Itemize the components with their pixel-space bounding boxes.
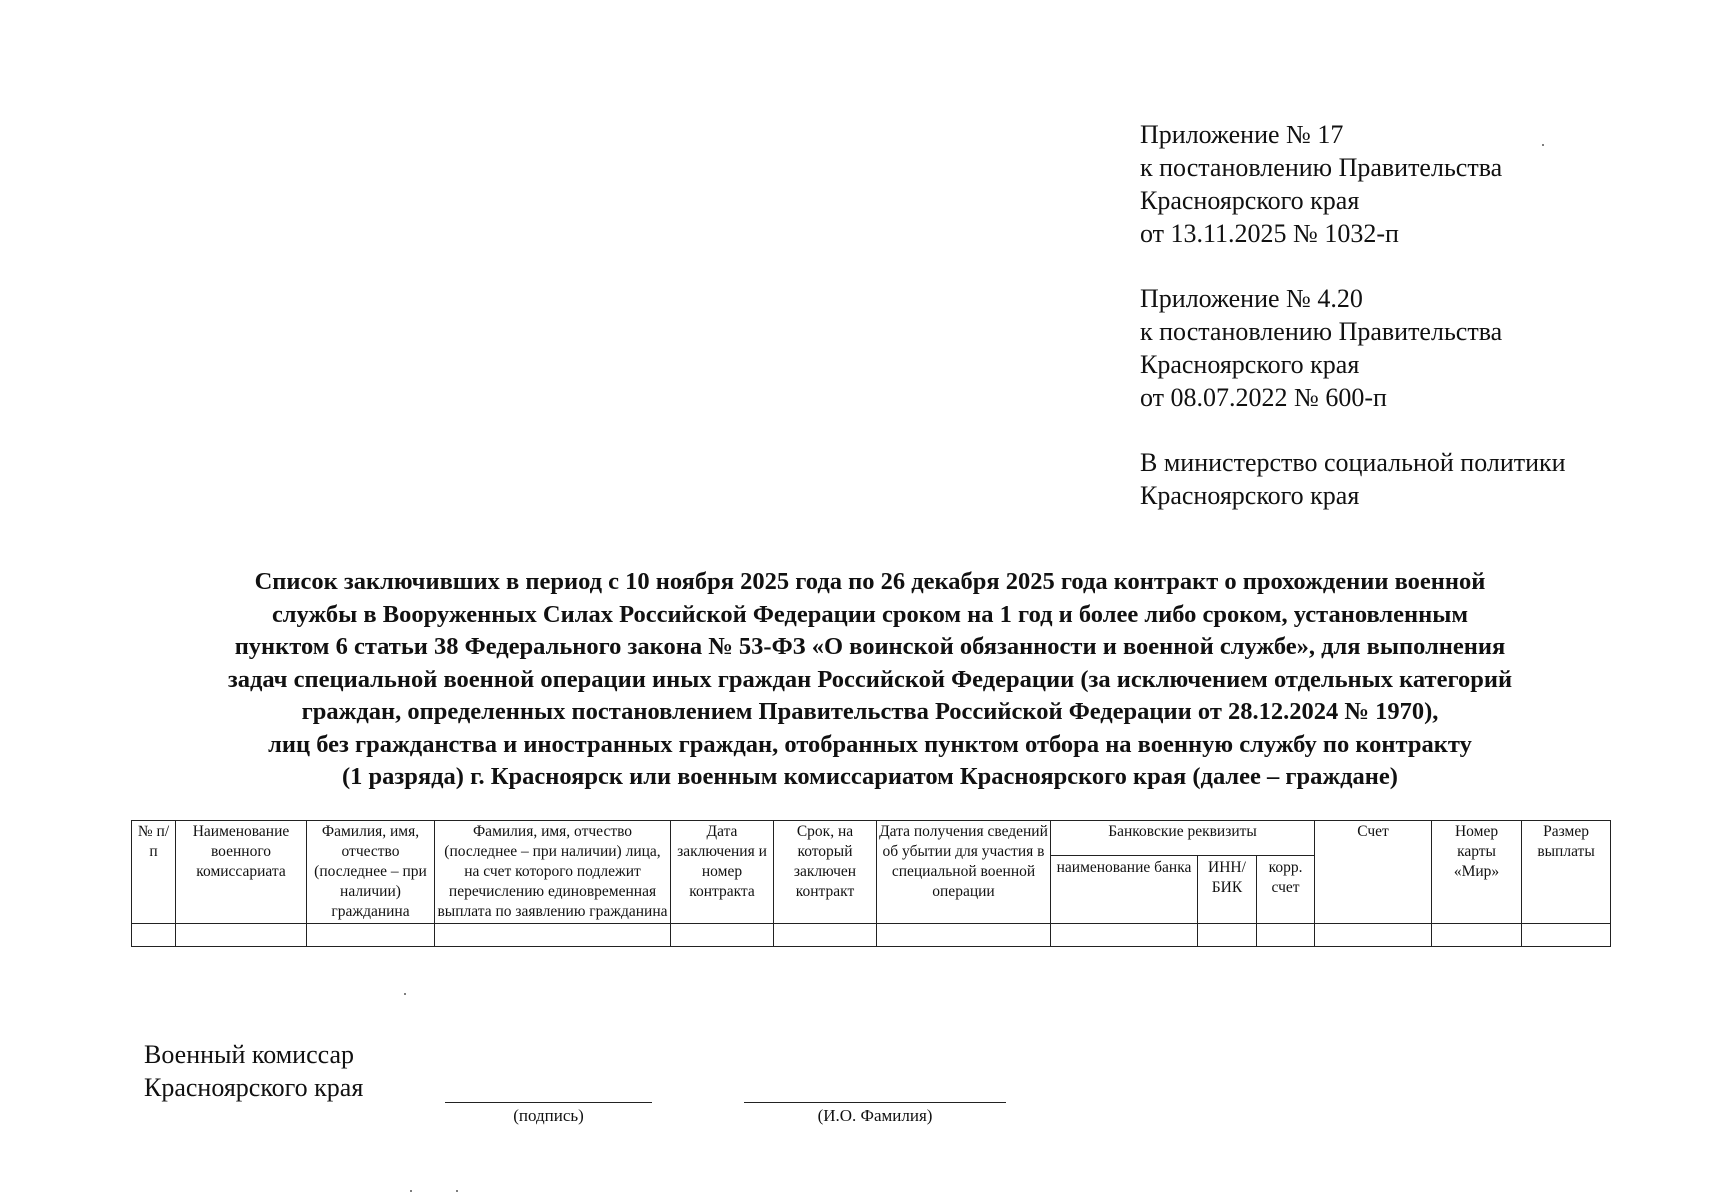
- signatory-line: Военный комиссар: [144, 1040, 355, 1069]
- appendix-line: к постановлению Правительства: [1140, 317, 1503, 346]
- document-title: [100, 566, 1640, 794]
- table-cell: [671, 924, 774, 947]
- table-cell: [1198, 924, 1257, 947]
- citizens-table-wrapper: [131, 820, 1610, 947]
- table-cell: [1432, 924, 1522, 947]
- header-account: Счет: [1315, 821, 1432, 924]
- title-line: службы в Вооруженных Силах Российской Федерации сроком на 1 год и более либо сроком, установленным: [271, 600, 1469, 628]
- appendix-4-20-block: [1140, 282, 1700, 414]
- appendix-line: Красноярского края: [1140, 350, 1360, 379]
- header-contract-term: Срок, на который заключен контракт: [774, 821, 877, 924]
- header-amount: Размер выплаты: [1522, 821, 1611, 924]
- scan-speck: [1542, 144, 1544, 146]
- name-caption: (И.О. Фамилия): [817, 1106, 933, 1125]
- title-line: задач специальной военной операции иных граждан Российской Федерации (за исключением отдельных категорий: [227, 665, 1513, 693]
- signature-line: [445, 1102, 652, 1103]
- table-header-row: [132, 821, 1611, 856]
- header-bank-name: наименование банка: [1051, 856, 1198, 924]
- title-line: граждан, определенных постановлением Правительства Российской Федерации от 28.12.2024 № 1970),: [301, 698, 1439, 725]
- table-cell: [307, 924, 435, 947]
- table-cell: [435, 924, 671, 947]
- citizens-table: [131, 820, 1611, 947]
- table-cell: [1051, 924, 1198, 947]
- signature-caption: (подпись): [513, 1106, 584, 1125]
- appendix-line: Приложение № 17: [1140, 120, 1344, 149]
- header-recipient-name: Фамилия, имя, отчество (последнее – при наличии) лица, на счет которого подлежит перечислению единовременная выплата по заявлению гражданина: [435, 821, 671, 924]
- table-cell: [1315, 924, 1432, 947]
- header-citizen-name: Фамилия, имя, отчество (последнее – при наличии) гражданина: [307, 821, 435, 924]
- header-corr-account: корр. счет: [1257, 856, 1315, 924]
- header-bank-group: Банковские реквизиты: [1051, 821, 1315, 856]
- appendix-line: к постановлению Правительства: [1140, 153, 1503, 182]
- appendix-17-block: [1140, 118, 1700, 250]
- header-num: № п/п: [132, 821, 176, 924]
- table-cell: [877, 924, 1051, 947]
- name-line: [744, 1102, 1006, 1103]
- title-line: Список заключивших в период с 10 ноября 2025 года по 26 декабря 2025 года контракт о прохождении военной: [254, 568, 1486, 595]
- title-line: пунктом 6 статьи 38 Федерального закона № 53-ФЗ «О воинской обязанности и военной службе», для выполнения: [234, 633, 1506, 660]
- addressee-line: В министерство социальной политики: [1140, 448, 1566, 477]
- table-row: [132, 924, 1611, 947]
- signatory-position: [144, 1038, 363, 1104]
- table-cell: [132, 924, 176, 947]
- header-card: Номер карты «Мир»: [1432, 821, 1522, 924]
- addressee-block: [1140, 446, 1700, 512]
- addressee-line: Красноярского края: [1140, 481, 1360, 510]
- scan-speck: [404, 993, 406, 995]
- table-cell: [774, 924, 877, 947]
- header-departure-date: Дата получения сведений об убытии для участия в специальной военной операции: [877, 821, 1051, 924]
- appendix-line: Приложение № 4.20: [1140, 284, 1363, 313]
- title-line: лиц без гражданства и иностранных граждан, отобранных пунктом отбора на военную службу по контракту: [268, 730, 1472, 758]
- header-inn-bik: ИНН/ БИК: [1198, 856, 1257, 924]
- appendix-line: от 08.07.2022 № 600-п: [1140, 383, 1387, 412]
- scan-speck: [456, 1190, 458, 1192]
- signatory-line: Красноярского края: [144, 1073, 364, 1102]
- appendix-line: от 13.11.2025 № 1032-п: [1140, 219, 1399, 248]
- header-contract-date: Дата заключения и номер контракта: [671, 821, 774, 924]
- table-cell: [1257, 924, 1315, 947]
- header-commissariat: Наименование военного комиссариата: [176, 821, 307, 924]
- table-cell: [176, 924, 307, 947]
- appendix-line: Красноярского края: [1140, 186, 1360, 215]
- scan-speck: [410, 1190, 412, 1192]
- title-line: (1 разряда) г. Красноярск или военным комиссариатом Красноярского края (далее – граждане): [342, 763, 1398, 790]
- table-cell: [1522, 924, 1611, 947]
